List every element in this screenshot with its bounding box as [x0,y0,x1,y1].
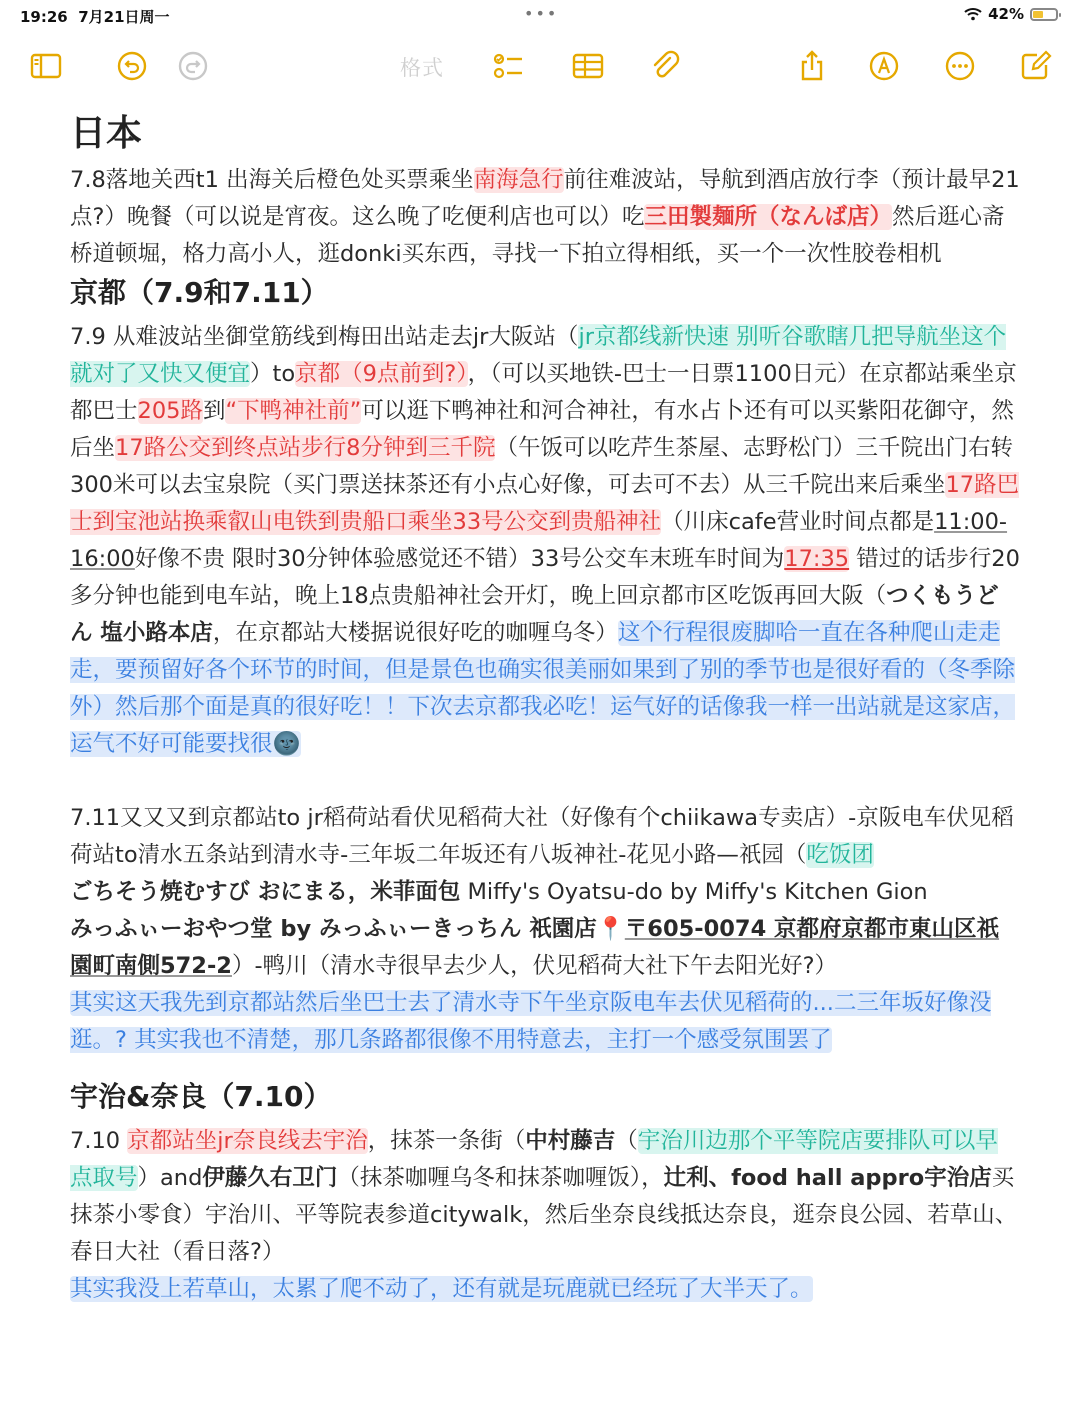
notes-toolbar [0,40,1080,90]
wifi-icon [964,7,982,21]
undo-icon [115,49,149,83]
ellipsis-icon [943,49,977,83]
miffy-address: 〒605-0074 京都府京都市東山区祇園町南側572-2 [70,916,1000,979]
compose-icon [1019,49,1053,83]
table-button[interactable] [568,46,608,86]
sidebar-icon [29,49,63,83]
highlight-onigiri: 吃饭团 [806,842,874,868]
checklist-icon [491,49,525,83]
markup-button[interactable] [864,46,904,86]
heading-uji-nara: 宇治&奈良（7.10） [70,1080,332,1113]
highlight-kyoto-reflection: 这个行程很废脚哈一直在各种爬山走走走，要预留好各个环节的时间，但是景色也确实很美丽如果到了别的季节也是很好看的（冬季除外）然后那个面是真的很好吃！！下次去京都我必吃！运气好的话像我一样一出站就是这家店，运气不好可能要找很🌚 [70,620,1016,757]
multitasking-dots[interactable]: ••• [524,4,559,23]
highlight-shimogamo-stop: “下鸭神社前” [225,398,362,424]
table-icon [571,49,605,83]
highlight-last-bus-time: 17:35 [784,546,850,572]
markup-pen-icon [867,49,901,83]
note-title: 日本 [70,113,143,154]
highlight-jr-nara-line: 京都站坐jr奈良线去宇治 [127,1128,368,1154]
restaurant-tsukumo-udon: つくもうどん 塩小路本店 [70,583,999,646]
paragraph-kyoto-711: 7.11又又又到京都站to jr稻荷站看伏见稻荷大社（好像有个chiikawa专卖店）-京阪电车伏见稻荷站to清水五条站到清水寺-三年坂二年坂还有八坂神社-花见小路—祇园（吃饭团 ごちそう焼むすび おにまる，米菲面包 Miffy's Oyatsu-do by Miffy's Kitchen Gion みっふぃーおやつ堂 by みっふぃーきっちん 祇園店📍〒605-0074 京都府京都市東山区祇園町南側572-2）-鸭川（清水寺很早去少人，伏见稻荷大社下午去阳光好?） 其实这天我先到京都站然后坐巴士去了清水寺下午坐京阪电车去伏见稻荷的...二三年坂好像没逛。? 其实我也不清楚，那几条路都很像不用特意去，主打一个感受氛围罢了 [70,805,1014,1053]
paragraph-arrival: 7.8落地关西t1 出海关后橙色处买票乘坐南海急行前往难波站，导航到酒店放行李（预计最早21点?）晚餐（可以说是宵夜。这么晚了吃便利店也可以）吃三田製麺所（なんば店）然后逛心斋桥道顿堀，格力高小人，逛donki买东西，寻找一下拍立得相纸，买一个一次性胶卷相机 [70,167,1020,267]
share-button[interactable] [792,46,832,86]
checklist-button[interactable] [488,46,528,86]
undo-button[interactable] [112,46,152,86]
status-time: 19:26 7月21日周一 [20,8,170,26]
status-right [964,5,1058,23]
highlight-nankai-express: 南海急行 [473,167,564,193]
paperclip-icon [648,49,682,83]
format-button[interactable]: 格式 [400,56,444,80]
underline-cafe-hours: 11:00-16:00 [70,509,1008,572]
battery-icon [1030,8,1058,21]
highlight-bus-205: 205路 [137,398,203,424]
more-options-button[interactable] [940,46,980,86]
highlight-kyoto-711-reflection: 其实这天我先到京都站然后坐巴士去了清水寺下午坐京阪电车去伏见稻荷的...二三年坂好像没逛。? 其实我也不清楚，那几条路都很像不用特意去，主打一个感受氛围罢了 [70,990,992,1053]
highlight-kibune-route: 17路巴士到宝池站换乘叡山电铁到贵船口乘坐33号公交到贵船神社 [70,472,1020,535]
sidebar-toggle-button[interactable] [26,46,66,86]
paragraph-kyoto-79: 7.9 从难波站坐御堂筋线到梅田出站走去jr大阪站（jr京都线新快速 别听谷歌瞎几把导航坐这个就对了又快又便宜）to京都（9点前到?），（可以买地铁-巴士一日票1100日元）在京都站乘坐京都巴士205路到“下鸭神社前”可以逛下鸭神社和河合神社，有水占卜还有可以买紫阳花御守，然后坐17路公交到终点站步行8分钟到三千院（午饭可以吃芹生茶屋、志野松门）三千院出门右转300米可以去宝泉院（买门票送抹茶还有小点心好像，可去可不去）从三千院出来后乘坐17路巴士到宝池站换乘叡山电铁到贵船口乘坐33号公交到贵船神社（川床cafe营业时间点都是11:00-16:00好像不贵 限时30分钟体验感觉还不错）33号公交车末班车时间为17:35 错过的话步行20多分钟也能到电车站，晚上18点贵船神社会开灯，晚上回京都市区吃饭再回大阪（つくもうどん 塩小路本店，在京都站大楼据说很好吃的咖喱乌冬）这个行程很废脚哈一直在各种爬山走走走，要预留好各个环节的时间，但是景色也确实很美丽如果到了别的季节也是很好看的（冬季除外）然后那个面是真的很好吃！！下次去京都我必吃！运气好的话像我一样一出站就是这家店，运气不好可能要找很🌚 [70,324,1020,757]
status-bar [0,0,1080,32]
note-body[interactable] [70,108,1020,1308]
highlight-mita-seimenjo: 三田製麺所（なんば店） [644,204,892,230]
highlight-kyoto-arrival: 京都（9点前到?） [295,361,468,387]
attachment-button[interactable] [645,46,685,86]
redo-icon [176,49,210,83]
highlight-uji-reflection: 其实我没上若草山，太累了爬不动了，还有就是玩鹿就已经玩了大半天了。 [70,1276,813,1302]
highlight-byodoin-shop: 宇治川边那个平等院店要排队可以早点取号 [70,1128,998,1191]
highlight-jr-rapid: jr京都线新快速 别听谷歌瞎几把导航坐这个就对了又快又便宜 [70,324,1007,387]
share-icon [795,49,829,83]
battery-percent: 42% [988,5,1024,23]
new-note-button[interactable] [1016,46,1056,86]
paragraph-uji-nara: 7.10 京都站坐jr奈良线去宇治，抹茶一条街（中村藤吉（宇治川边那个平等院店要排队可以早点取号）and伊藤久右卫门（抹茶咖喱乌冬和抹茶咖喱饭），辻利、food hall appro宇治店买抹茶小零食）宇治川、平等院表参道citywalk，然后坐奈良线抵达奈良，逛奈良公园、若草山、春日大社（看日落?） 其实我没上若草山，太累了爬不动了，还有就是玩鹿就已经玩了大半天了。 [70,1128,1018,1302]
redo-button[interactable] [173,46,213,86]
heading-kyoto: 京都（7.9和7.11） [70,276,329,309]
highlight-bus-17-sanzenin: 17路公交到终点站步行8分钟到三千院 [115,435,496,461]
